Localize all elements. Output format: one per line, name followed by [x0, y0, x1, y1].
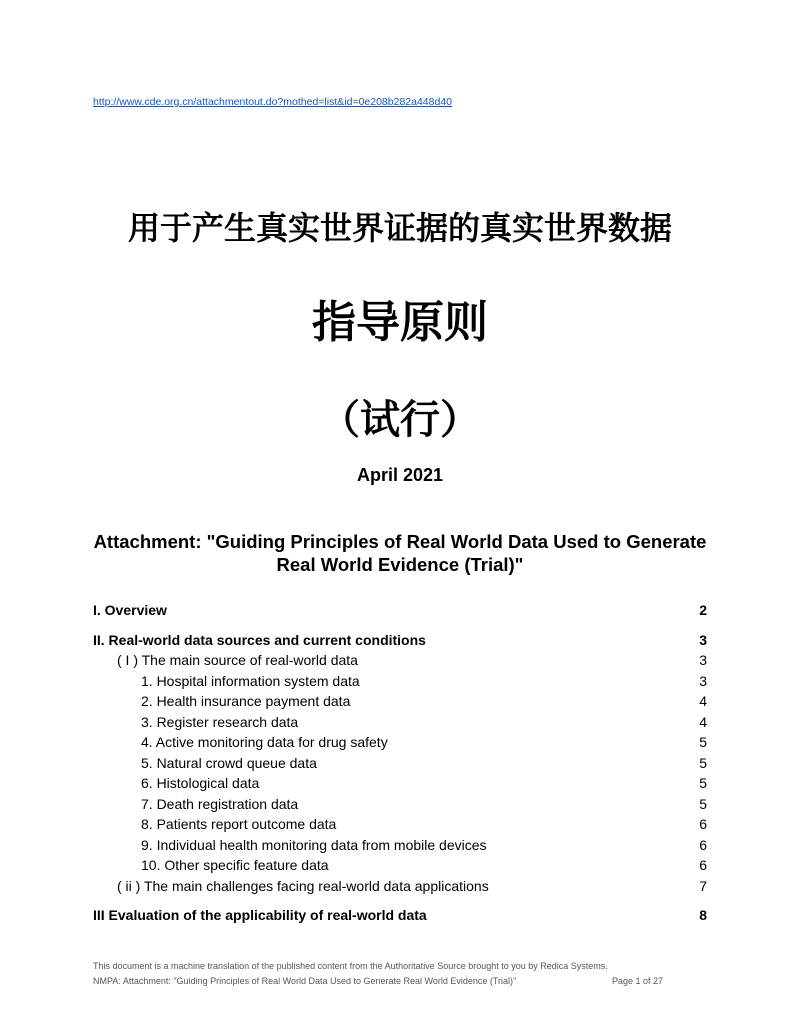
toc-entry-page: 5 — [699, 775, 707, 791]
toc-entry-page: 4 — [699, 713, 707, 730]
toc-entry[interactable] — [93, 794, 707, 815]
toc-entry[interactable] — [93, 753, 707, 774]
attachment-title: Attachment: "Guiding Principles of Real World Data Used to Generate Real World Evidence (Trial)" — [93, 531, 707, 575]
toc-entry-page: 2 — [699, 602, 707, 618]
toc-entry[interactable] — [93, 630, 707, 651]
toc-entry-label: 1. Hospital information system data — [141, 672, 360, 689]
footer-document-name: NMPA: Attachment: "Guiding Principles of Real World Data Used to Generate Real World Evidence (Trial)" — [93, 976, 517, 986]
toc-entry-page: 7 — [699, 877, 707, 894]
toc-entry-page: 6 — [699, 857, 707, 873]
toc-entry-label: II. Real-world data sources and current conditions — [93, 631, 426, 648]
toc-entry-page: 4 — [699, 693, 707, 709]
footer-page-number: Page 1 of 27 — [611, 976, 663, 986]
toc-entry-label: 3. Register research data — [141, 713, 299, 730]
footer-disclaimer: This document is a machine translation of the published content from the Authoritative Source brought to you by Redica Systems. — [93, 961, 608, 971]
toc-entry-label: ( ii ) The main challenges facing real-world data applications — [117, 877, 489, 894]
toc-entry-label: 4. Active monitoring data for drug safety — [141, 734, 388, 750]
toc-entry[interactable] — [93, 671, 707, 692]
chinese-title-line-3: （试行） — [320, 396, 480, 443]
toc-entry-label: 8. Patients report outcome data — [141, 816, 337, 832]
toc-entry-page: 5 — [699, 754, 707, 771]
toc-entry[interactable] — [93, 650, 707, 671]
toc-entry[interactable] — [93, 905, 707, 926]
toc-entry-label: 10. Other specific feature data — [141, 857, 329, 873]
toc-entry-page: 8 — [699, 907, 707, 923]
toc-entry[interactable] — [93, 773, 707, 794]
toc-entry[interactable] — [93, 835, 707, 856]
toc-entry-label: 9. Individual health monitoring data from mobile devices — [141, 836, 487, 853]
toc-entry[interactable] — [93, 814, 707, 835]
toc-entry[interactable] — [93, 732, 707, 753]
toc-entry-label: 7. Death registration data — [141, 795, 299, 812]
document-date: April 2021 — [356, 465, 444, 485]
page-footer — [93, 959, 673, 989]
toc-entry-page: 6 — [699, 816, 707, 832]
toc-entry-label: III Evaluation of the applicability of real-world data — [93, 907, 427, 923]
toc-entry[interactable] — [93, 876, 707, 897]
toc-entry-page: 3 — [699, 631, 707, 648]
table-of-contents — [93, 600, 707, 926]
chinese-title-line-2: 指导原则 — [312, 297, 488, 348]
toc-entry[interactable] — [93, 600, 707, 621]
toc-entry-label: 5. Natural crowd queue data — [141, 754, 317, 771]
toc-entry-page: 3 — [699, 672, 707, 689]
toc-entry-label: I. Overview — [93, 602, 167, 618]
toc-entry[interactable] — [93, 712, 707, 733]
toc-entry-page: 5 — [699, 734, 707, 750]
toc-entry-page: 5 — [699, 795, 707, 812]
toc-entry-page: 6 — [699, 836, 707, 853]
toc-entry-label: 6. Histological data — [141, 775, 260, 791]
toc-entry-page: 3 — [699, 652, 707, 668]
toc-entry-label: 2. Health insurance payment data — [141, 693, 351, 709]
toc-entry-label: ( I ) The main source of real-world data — [117, 652, 358, 668]
chinese-title-line-1: 用于产生真实世界证据的真实世界数据 — [127, 209, 672, 247]
toc-entry[interactable] — [93, 855, 707, 876]
source-url-link[interactable]: http://www.cde.org.cn/attachmentout.do?mothed=list&id=0e208b282a448d40 — [93, 96, 453, 108]
toc-entry[interactable] — [93, 691, 707, 712]
